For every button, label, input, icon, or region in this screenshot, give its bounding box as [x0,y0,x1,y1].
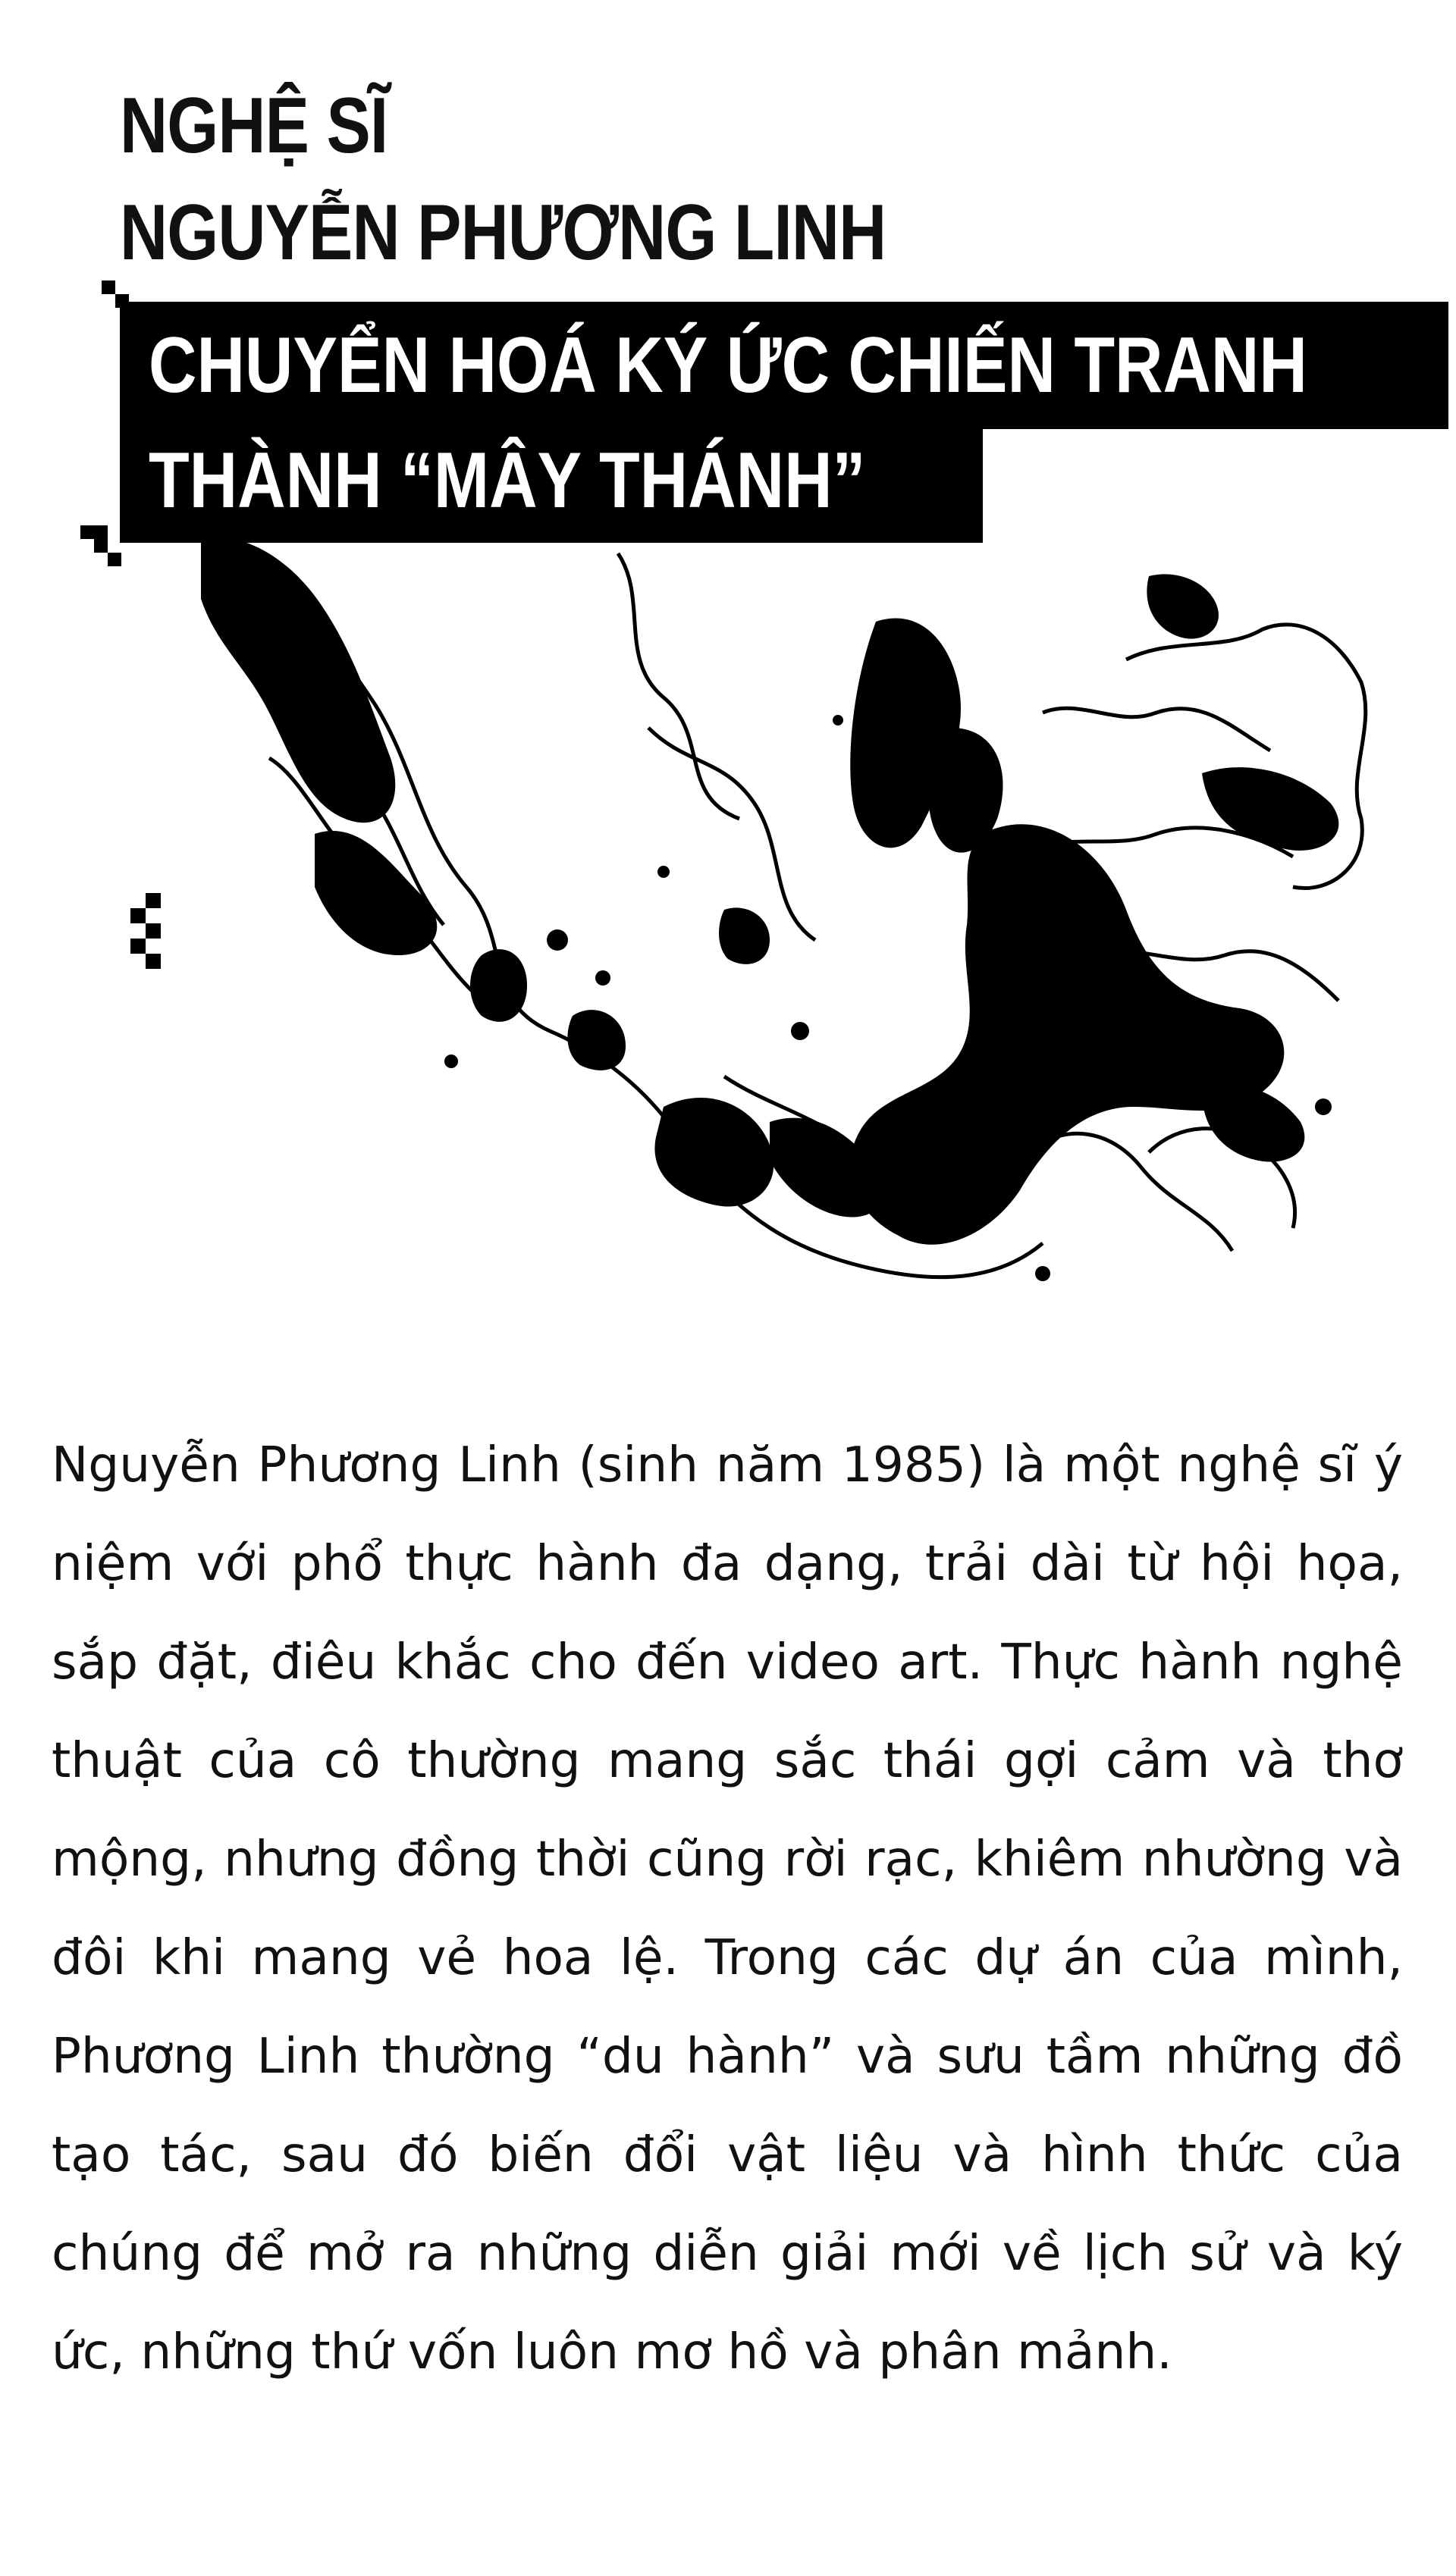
subtitle-line-1: CHUYỂN HOÁ KÝ ỨC CHIẾN TRANH [149,321,1307,409]
ink-cloud-artwork-image [193,531,1376,1323]
subtitle-line-2: THÀNH “MÂY THÁNH” [149,437,866,525]
pixel-decoration-icon [80,525,126,571]
page-title-line-2: NGUYỄN PHƯƠNG LINH [120,189,886,277]
pixel-decoration-icon [130,893,176,969]
article-body: Nguyễn Phương Linh (sinh năm 1985) là một nghệ sĩ ý niệm với phổ thực hành đa dạng, trải dài từ hội họa, sắp đặt, điêu khắc cho đến video art. Thực hành nghệ thuật của cô thường mang sắc thái gợi cảm và thơ mộng, nhưng đồng thời cũng rời rạc, khiêm nhường và đôi khi mang vẻ hoa lệ. Trong các dự án của mình, Phương Linh thường “du hành” và sưu tầm những đồ tạo tác, sau đó biến đổi vật liệu và hình thức của chúng để mở ra những diễn giải mới về lịch sử và ký ức, những thứ vốn luôn mơ hồ và phân mảnh. [52,1437,1403,2380]
pixel-decoration-icon [83,280,129,311]
page-title-line-1: NGHỆ SĨ [120,82,388,170]
